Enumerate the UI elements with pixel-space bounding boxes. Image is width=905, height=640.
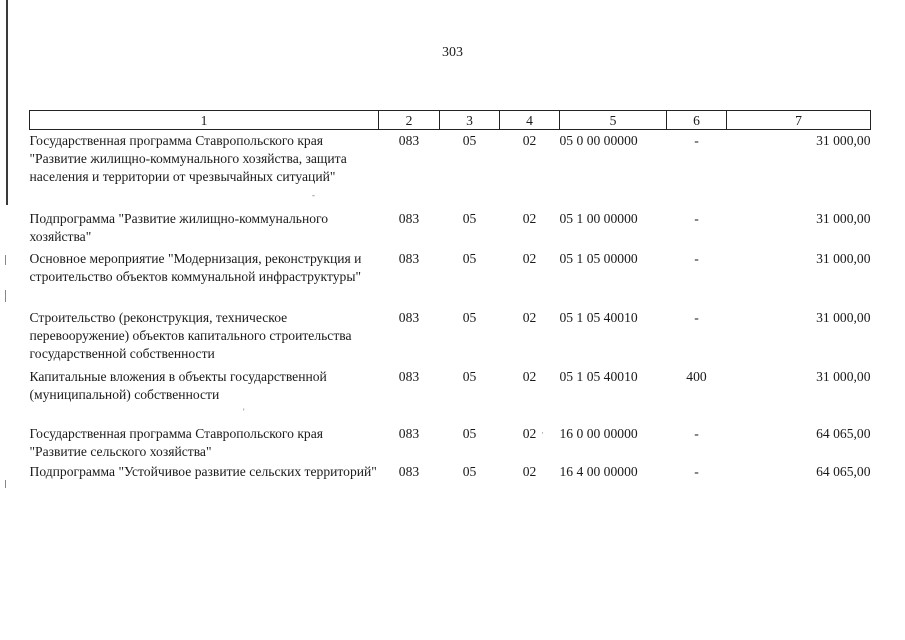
ministry-code-cell: 083 — [398, 309, 420, 325]
table-row — [30, 309, 871, 368]
column-header: 1 — [30, 111, 379, 130]
amount-cell: 31 000,00 — [816, 250, 871, 266]
target-article-cell: 05 1 05 40010 — [559, 309, 638, 325]
column-header: 6 — [667, 111, 727, 130]
row-name-cell: Государственная программа Ставропольского края "Развитие сельского хозяйства" — [29, 425, 324, 459]
table-row — [30, 368, 871, 425]
section-cell: 05 — [462, 463, 477, 479]
target-article-cell: 05 1 05 00000 — [559, 250, 638, 266]
budget-table — [29, 110, 871, 503]
subsection-cell: 02 — [522, 309, 537, 325]
section-cell: 05 — [462, 210, 477, 226]
expense-type-cell: 400 — [686, 368, 707, 384]
page-edge-tick — [5, 290, 6, 302]
amount-cell: 64 065,00 — [816, 463, 871, 479]
target-article-cell: 05 0 00 00000 — [559, 133, 638, 148]
ministry-code-cell: 083 — [398, 133, 420, 148]
subsection-cell: 02 — [522, 133, 537, 148]
page-edge-line — [6, 0, 8, 205]
amount-cell: 31 000,00 — [816, 133, 871, 148]
subsection-cell: 02 — [522, 210, 537, 226]
section-cell: 05 — [462, 250, 477, 266]
amount-cell: 64 065,00 — [816, 425, 871, 441]
expense-type-cell: - — [694, 210, 699, 226]
row-name-cell: Государственная программа Ставропольского края "Развитие жилищно-коммунального хозяйства, защита населения и территории от чрезвычайных ситуаций" — [29, 133, 347, 184]
expense-type-cell: - — [694, 133, 699, 148]
table-row — [30, 425, 871, 463]
column-header: 2 — [379, 111, 440, 130]
scan-speck: ' — [243, 407, 245, 417]
scan-speck: · — [541, 428, 544, 438]
subsection-cell: 02 — [522, 425, 537, 441]
table-row — [30, 250, 871, 309]
column-header: 5 — [560, 111, 667, 130]
row-name-cell: Подпрограмма "Устойчивое развитие сельских территорий" — [29, 463, 377, 479]
section-cell: 05 — [462, 368, 477, 384]
target-article-cell: 16 0 00 00000 — [559, 425, 638, 441]
subsection-cell: 02 — [522, 368, 537, 384]
page-edge-tick — [5, 255, 6, 265]
subsection-cell: 02 — [522, 463, 537, 479]
ministry-code-cell: 083 — [398, 250, 420, 266]
row-name-cell: Капитальные вложения в объекты государственной (муниципальной) собственности — [29, 368, 327, 402]
ministry-code-cell: 083 — [398, 210, 420, 226]
target-article-cell: 05 1 00 00000 — [559, 210, 638, 226]
ministry-code-cell: 083 — [398, 463, 420, 479]
scan-speck: - — [312, 190, 315, 200]
expense-type-cell: - — [694, 425, 699, 441]
expense-type-cell: - — [694, 309, 699, 325]
target-article-cell: 05 1 05 40010 — [559, 368, 638, 384]
expense-type-cell: - — [694, 250, 699, 266]
ministry-code-cell: 083 — [398, 368, 420, 384]
section-cell: 05 — [462, 133, 477, 148]
target-article-cell: 16 4 00 00000 — [559, 463, 638, 479]
column-header: 4 — [500, 111, 560, 130]
table-row — [30, 210, 871, 250]
amount-cell: 31 000,00 — [816, 210, 871, 226]
page-number: 303 — [442, 45, 463, 60]
row-name-cell: Основное мероприятие "Модернизация, реконструкция и строительство объектов коммунальной инфраструктуры" — [29, 250, 362, 284]
column-header: 7 — [727, 111, 871, 130]
section-cell: 05 — [462, 309, 477, 325]
row-name-cell: Подпрограмма "Развитие жилищно-коммунального хозяйства" — [29, 210, 329, 244]
table-row — [30, 463, 871, 503]
section-cell: 05 — [462, 425, 477, 441]
column-header: 3 — [440, 111, 500, 130]
table-header-row — [30, 111, 871, 130]
table-row — [30, 130, 871, 210]
page-edge-tick — [5, 480, 6, 488]
ministry-code-cell: 083 — [398, 425, 420, 441]
expense-type-cell: - — [694, 463, 699, 479]
row-name-cell: Строительство (реконструкция, техническое перевооружение) объектов капитального строительства государственной собственности — [29, 309, 352, 361]
subsection-cell: 02 — [522, 250, 537, 266]
amount-cell: 31 000,00 — [816, 309, 871, 325]
amount-cell: 31 000,00 — [816, 368, 871, 384]
